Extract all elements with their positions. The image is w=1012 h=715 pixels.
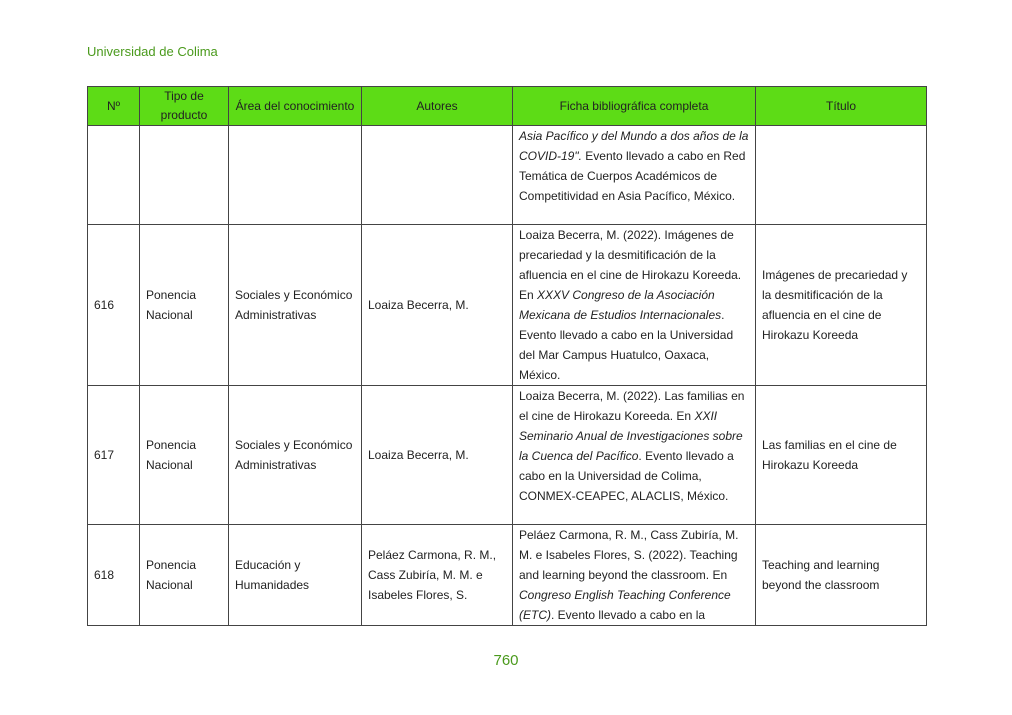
col-header-area: Área del conocimiento	[229, 87, 362, 126]
cell-area: Sociales y Económico Administrativas	[229, 386, 362, 525]
ficha-italic-segment: XXII Seminario Anual de Investigaciones sobre la Cuenca del Pacífico	[519, 409, 743, 463]
cell-num	[88, 126, 140, 225]
cell-tipo: Ponencia Nacional	[140, 525, 229, 626]
cell-autores: Peláez Carmona, R. M., Cass Zubiría, M. M. e Isabeles Flores, S.	[362, 525, 513, 626]
col-header-titulo: Título	[756, 87, 927, 126]
ficha-segment: . Evento llevado a cabo en la Universidad de Colima, CONMEX-CEAPEC, ALACLIS, México.	[519, 449, 734, 503]
cell-autores: Loaiza Becerra, M.	[362, 386, 513, 525]
cell-ficha	[513, 525, 756, 626]
col-header-ficha: Ficha bibliográfica completa	[513, 87, 756, 126]
cell-area: Sociales y Económico Administrativas	[229, 225, 362, 386]
ficha-italic-segment: Congreso English Teaching Conference (ETC)	[519, 588, 731, 622]
ficha-italic-segment: Asia Pacífico y del Mundo a dos años de la COVID-19".	[519, 129, 749, 163]
cell-area	[229, 126, 362, 225]
cell-titulo: Imágenes de precariedad y la desmitificación de la afluencia en el cine de Hirokazu Koreeda	[756, 225, 927, 386]
cell-autores: Loaiza Becerra, M.	[362, 225, 513, 386]
table-row	[88, 225, 927, 386]
cell-tipo: Ponencia Nacional	[140, 225, 229, 386]
cell-num: 616	[88, 225, 140, 386]
table-header-row	[88, 87, 927, 126]
cell-titulo: Teaching and learning beyond the classroom	[756, 525, 927, 626]
cell-tipo: Ponencia Nacional	[140, 386, 229, 525]
cell-tipo	[140, 126, 229, 225]
ficha-segment: Loaiza Becerra, M. (2022). Imágenes de precariedad y la desmitificación de la afluencia en el cine de Hirokazu Koreeda. En	[519, 228, 742, 302]
page-number: 760	[493, 652, 519, 669]
col-header-tipo: Tipo de producto	[140, 87, 229, 126]
col-header-autores: Autores	[362, 87, 513, 126]
cell-titulo: Las familias en el cine de Hirokazu Koreeda	[756, 386, 927, 525]
ficha-segment: Peláez Carmona, R. M., Cass Zubiría, M. M. e Isabeles Flores, S. (2022). Teaching and learning beyond the classroom. En	[519, 528, 739, 582]
cell-num: 618	[88, 525, 140, 626]
ficha-italic-segment: XXXV Congreso de la Asociación Mexicana de Estudios Internacionales	[519, 288, 722, 322]
products-table	[87, 86, 927, 626]
table-row	[88, 386, 927, 525]
ficha-segment: . Evento llevado a cabo en la	[551, 608, 706, 622]
ficha-segment: Evento llevado a cabo en Red Temática de Cuerpos Académicos de Competitividad en Asia Pacífico, México.	[519, 149, 746, 203]
table-row	[88, 525, 927, 626]
cell-autores	[362, 126, 513, 225]
cell-area: Educación y Humanidades	[229, 525, 362, 626]
cell-ficha	[513, 225, 756, 386]
cell-num: 617	[88, 386, 140, 525]
col-header-num: Nº	[88, 87, 140, 126]
ficha-segment: Loaiza Becerra, M. (2022). Las familias en el cine de Hirokazu Koreeda. En	[519, 389, 745, 423]
table-row	[88, 126, 927, 225]
cell-titulo	[756, 126, 927, 225]
institution-header: Universidad de Colima	[87, 44, 218, 59]
cell-ficha	[513, 126, 756, 225]
ficha-segment: . Evento llevado a cabo en la Universidad del Mar Campus Huatulco, Oaxaca, México.	[519, 308, 734, 382]
cell-ficha	[513, 386, 756, 525]
